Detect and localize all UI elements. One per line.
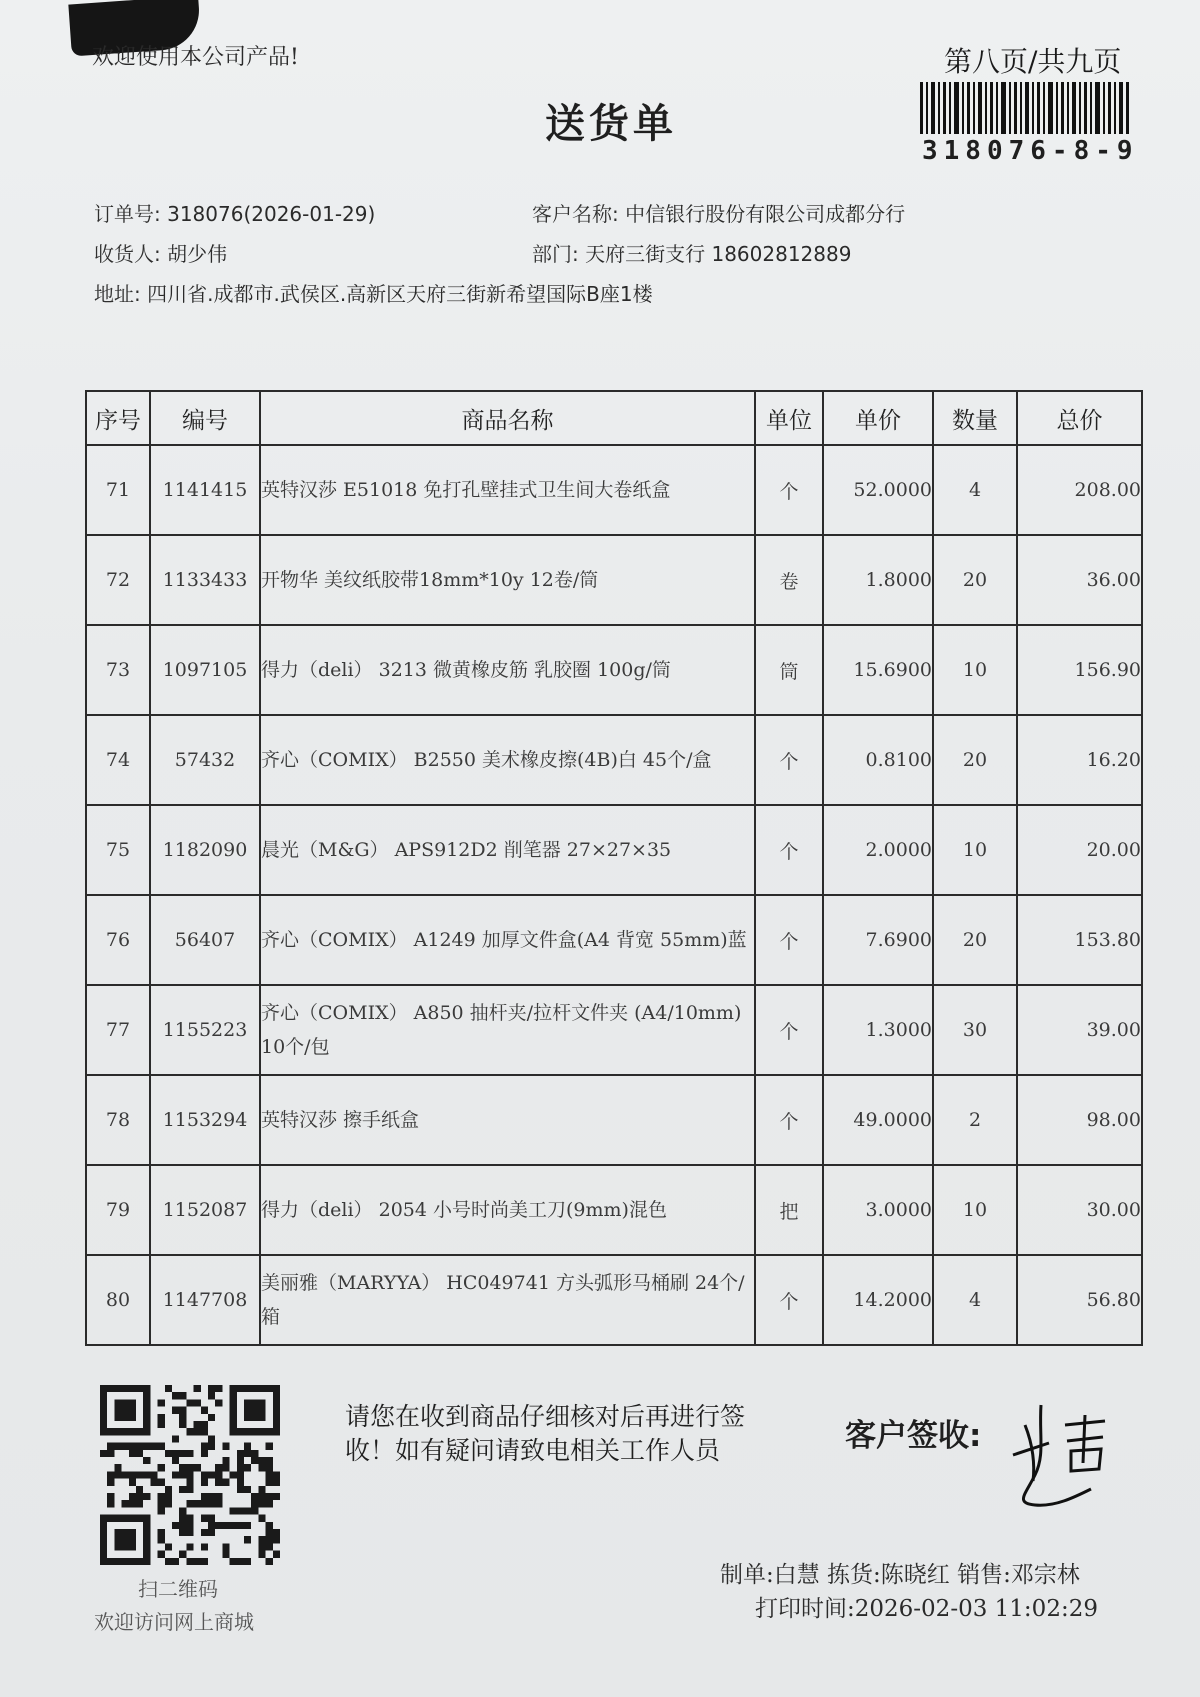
items-table xyxy=(85,390,1143,1346)
cell-unit: 个 xyxy=(755,1255,823,1345)
department xyxy=(532,238,851,267)
table-body xyxy=(86,445,1142,1345)
cell-product-name: 齐心（COMIX） A850 抽杆夹/拉杆文件夹 (A4/10mm) 10个/包 xyxy=(260,985,755,1075)
cell-unit-price: 14.2000 xyxy=(823,1255,933,1345)
order-number-value: 318076(2026-01-29) xyxy=(167,202,376,226)
handwritten-signature xyxy=(1005,1385,1135,1525)
welcome-text: 欢迎使用本公司产品! xyxy=(92,45,299,70)
cell-total: 208.00 xyxy=(1017,445,1142,535)
col-header-code: 编号 xyxy=(150,391,260,445)
cell-unit-price: 1.8000 xyxy=(823,535,933,625)
customer-sign-label: 客户签收: xyxy=(845,1418,982,1454)
cell-total: 153.80 xyxy=(1017,895,1142,985)
cell-unit-price: 3.0000 xyxy=(823,1165,933,1255)
cell-seq: 74 xyxy=(86,715,150,805)
cell-unit: 筒 xyxy=(755,625,823,715)
cell-unit-price: 7.6900 xyxy=(823,895,933,985)
cell-quantity: 30 xyxy=(933,985,1017,1075)
cell-quantity: 20 xyxy=(933,895,1017,985)
address xyxy=(94,278,653,307)
table-row xyxy=(86,445,1142,535)
cell-product-name: 得力（deli） 3213 微黄橡皮筋 乳胶圈 100g/筒 xyxy=(260,625,755,715)
cell-seq: 73 xyxy=(86,625,150,715)
cell-total: 30.00 xyxy=(1017,1165,1142,1255)
cell-total: 156.90 xyxy=(1017,625,1142,715)
cell-product-name: 晨光（M&G） APS912D2 削笔器 27×27×35 xyxy=(260,805,755,895)
cell-unit-price: 0.8100 xyxy=(823,715,933,805)
barcode-number: 318076-8-9 xyxy=(922,136,1139,166)
table-row xyxy=(86,535,1142,625)
table-row xyxy=(86,985,1142,1075)
table-row xyxy=(86,805,1142,895)
cell-total: 39.00 xyxy=(1017,985,1142,1075)
address-label: 地址: xyxy=(94,282,148,306)
cell-unit: 个 xyxy=(755,985,823,1075)
cell-code: 1153294 xyxy=(150,1075,260,1165)
cell-quantity: 20 xyxy=(933,715,1017,805)
cell-code: 1152087 xyxy=(150,1165,260,1255)
cell-seq: 75 xyxy=(86,805,150,895)
cell-unit-price: 52.0000 xyxy=(823,445,933,535)
staff-line: 制单:白慧 拣货:陈晓红 销售:邓宗林 xyxy=(720,1562,1080,1588)
cell-seq: 76 xyxy=(86,895,150,985)
cell-product-name: 齐心（COMIX） A1249 加厚文件盒(A4 背宽 55mm)蓝 xyxy=(260,895,755,985)
cell-total: 20.00 xyxy=(1017,805,1142,895)
cell-product-name: 开物华 美纹纸胶带18mm*10y 12卷/筒 xyxy=(260,535,755,625)
print-time: 打印时间:2026-02-03 11:02:29 xyxy=(755,1596,1098,1622)
table-row xyxy=(86,895,1142,985)
customer-name-label: 客户名称: xyxy=(532,202,626,226)
cell-code: 56407 xyxy=(150,895,260,985)
col-header-name: 商品名称 xyxy=(260,391,755,445)
cell-unit-price: 2.0000 xyxy=(823,805,933,895)
cell-unit-price: 49.0000 xyxy=(823,1075,933,1165)
cell-unit: 个 xyxy=(755,1075,823,1165)
cell-product-name: 齐心（COMIX） B2550 美术橡皮擦(4B)白 45个/盒 xyxy=(260,715,755,805)
col-header-unit: 单位 xyxy=(755,391,823,445)
cell-seq: 79 xyxy=(86,1165,150,1255)
receiver-value: 胡少伟 xyxy=(167,242,228,266)
page-number: 第八页/共九页 xyxy=(944,45,1122,78)
receipt-notice: 请您在收到商品仔细核对后再进行签收！如有疑问请致电相关工作人员 xyxy=(345,1402,746,1465)
col-header-seq: 序号 xyxy=(86,391,150,445)
order-number-label: 订单号: xyxy=(94,202,168,226)
table-row xyxy=(86,1165,1142,1255)
qr-label-scan: 扫二维码 xyxy=(138,1577,218,1601)
cell-quantity: 4 xyxy=(933,445,1017,535)
cell-quantity: 10 xyxy=(933,805,1017,895)
cell-total: 98.00 xyxy=(1017,1075,1142,1165)
cell-code: 1133433 xyxy=(150,535,260,625)
cell-code: 1141415 xyxy=(150,445,260,535)
col-header-qty: 数量 xyxy=(933,391,1017,445)
document-title: 送货单 xyxy=(545,101,677,147)
cell-quantity: 4 xyxy=(933,1255,1017,1345)
cell-seq: 71 xyxy=(86,445,150,535)
cell-code: 1182090 xyxy=(150,805,260,895)
cell-unit: 个 xyxy=(755,445,823,535)
table-row xyxy=(86,625,1142,715)
cell-code: 57432 xyxy=(150,715,260,805)
cell-quantity: 10 xyxy=(933,1165,1017,1255)
cell-product-name: 英特汉莎 擦手纸盒 xyxy=(260,1075,755,1165)
col-header-price: 单价 xyxy=(823,391,933,445)
cell-unit: 把 xyxy=(755,1165,823,1255)
cell-unit: 卷 xyxy=(755,535,823,625)
qr-label-visit: 欢迎访问网上商城 xyxy=(94,1610,254,1634)
cell-unit: 个 xyxy=(755,715,823,805)
cell-product-name: 得力（deli） 2054 小号时尚美工刀(9mm)混色 xyxy=(260,1165,755,1255)
barcode xyxy=(920,82,1132,134)
cell-product-name: 美丽雅（MARYYA） HC049741 方头弧形马桶刷 24个/箱 xyxy=(260,1255,755,1345)
table-row xyxy=(86,1255,1142,1345)
address-value: 四川省.成都市.武侯区.高新区天府三街新希望国际B座1楼 xyxy=(147,282,653,306)
cell-seq: 80 xyxy=(86,1255,150,1345)
cell-unit-price: 1.3000 xyxy=(823,985,933,1075)
cell-quantity: 20 xyxy=(933,535,1017,625)
qr-code xyxy=(100,1385,280,1565)
table-row xyxy=(86,715,1142,805)
cell-unit: 个 xyxy=(755,895,823,985)
department-label: 部门: xyxy=(532,242,586,266)
cell-unit-price: 15.6900 xyxy=(823,625,933,715)
cell-unit: 个 xyxy=(755,805,823,895)
cell-seq: 78 xyxy=(86,1075,150,1165)
order-number xyxy=(94,198,375,227)
cell-code: 1155223 xyxy=(150,985,260,1075)
table-header-row xyxy=(86,391,1142,445)
cell-total: 16.20 xyxy=(1017,715,1142,805)
cell-product-name: 英特汉莎 E51018 免打孔壁挂式卫生间大卷纸盒 xyxy=(260,445,755,535)
cell-total: 36.00 xyxy=(1017,535,1142,625)
customer-name xyxy=(532,198,905,227)
col-header-total: 总价 xyxy=(1017,391,1142,445)
department-value: 天府三街支行 18602812889 xyxy=(585,242,852,266)
receiver-label: 收货人: xyxy=(94,242,168,266)
cell-code: 1147708 xyxy=(150,1255,260,1345)
customer-name-value: 中信银行股份有限公司成都分行 xyxy=(625,202,906,226)
table-row xyxy=(86,1075,1142,1165)
cell-code: 1097105 xyxy=(150,625,260,715)
cell-seq: 77 xyxy=(86,985,150,1075)
cell-quantity: 2 xyxy=(933,1075,1017,1165)
cell-seq: 72 xyxy=(86,535,150,625)
receiver xyxy=(94,238,227,267)
cell-quantity: 10 xyxy=(933,625,1017,715)
cell-total: 56.80 xyxy=(1017,1255,1142,1345)
